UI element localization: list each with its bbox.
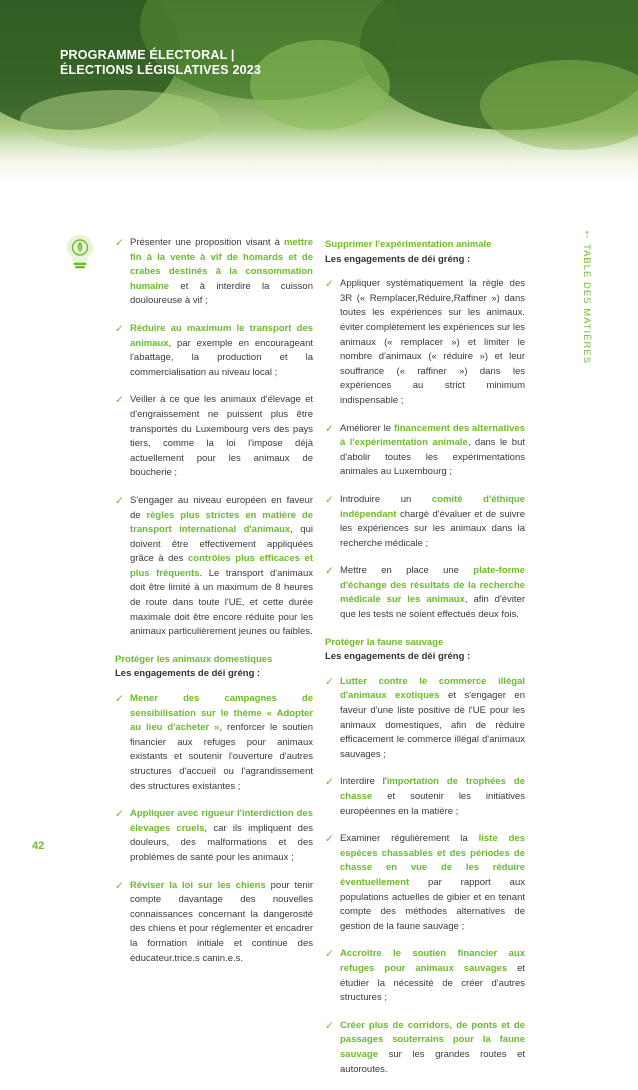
check-icon: ✓: [325, 776, 334, 789]
arrow-up-icon: ↑: [583, 226, 591, 241]
list-item: [115, 807, 313, 865]
left-list-2: [115, 692, 313, 966]
toc-label: TABLE DES MATIÈRES: [581, 244, 592, 365]
body-text: chargé d'évaluer et de suivre les expériences sur les animaux dans la recherche médicale ;: [340, 508, 525, 549]
highlighted-text: Réduire au maximum le transport des animaux: [130, 322, 313, 349]
right-list-1: [325, 277, 525, 622]
list-item: [325, 422, 525, 480]
body-text: Mettre en place une: [340, 565, 474, 577]
highlighted-text: liste des espèces chassables et des périodes de chasse en vue de les réduire éventuellement: [340, 833, 525, 888]
table-of-contents-link[interactable]: [580, 228, 594, 364]
section-subtitle-commitments: Les engagements de déi gréng :: [325, 253, 471, 265]
check-icon: ✓: [115, 237, 124, 249]
title-line-2: ÉLECTIONS LÉGISLATIVES 2023: [60, 63, 262, 77]
check-icon: ✓: [325, 422, 334, 435]
body-text: pour tenir compte davantage des nouvelles connaissances concernant la dangerosité des chiens et pour réglementer et encadrer la formation initiale et continue des éducateur.trice.s canin.e.s.: [130, 879, 313, 964]
highlighted-text: financement des alternatives à l'expérimentation animale: [340, 422, 525, 449]
body-text: , renforcer le soutien financier aux refuges pour animaux existants et soutenir l'ouverture d'autres structures d'accueil ou l'agrandissement des structures existantes ;: [130, 722, 313, 792]
list-item: [325, 564, 525, 622]
lightbulb-leaf-icon: [62, 232, 98, 272]
highlighted-text: Lutter contre le commerce illégal d'animaux exotiques: [340, 675, 525, 702]
highlighted-text: mettre fin à la vente à vif de homards et de crabes destinés à la consommation humaine: [130, 237, 313, 292]
list-item: [115, 692, 313, 794]
highlighted-text: comité d'éthique indépendant: [340, 493, 525, 520]
list-item: [325, 832, 525, 934]
right-list-2: [325, 675, 525, 1077]
check-icon: ✓: [325, 493, 334, 506]
body-text: Présenter une proposition visant à: [130, 237, 284, 248]
highlighted-text: Réviser la loi sur les chiens: [130, 879, 266, 891]
list-item: [115, 322, 313, 380]
check-icon: ✓: [115, 494, 124, 507]
section-subtitle-commitments: Les engagements de déi gréng :: [115, 668, 261, 680]
section-title-animal-experimentation: Supprimer l'expérimentation animale: [325, 239, 492, 250]
check-icon: ✓: [325, 833, 334, 846]
left-column: [115, 236, 313, 979]
body-text: S'engager au niveau européen en faveur de: [130, 494, 313, 521]
body-text: . Le transport d'animaux doit être limité à un maximum de 8 heures de route dans toute l'UE, et cette durée maximale doit être encore réduite pour les animaux particulièrement jeunes ou faibles.: [130, 567, 313, 638]
body-text: Introduire un: [340, 493, 432, 505]
list-item: [115, 393, 313, 481]
check-icon: ✓: [115, 322, 124, 335]
list-item: [115, 494, 313, 640]
list-item: [325, 775, 525, 819]
body-text: Interdire l': [340, 776, 387, 788]
check-icon: ✓: [115, 808, 124, 821]
body-text: et étudier la nécessité de créer d'autres structures ;: [340, 962, 525, 1004]
body-text: , dans le but d'abolir toutes les expérimentations animales au Luxembourg ;: [340, 437, 525, 478]
page-number: 42: [32, 840, 45, 852]
body-text: Améliorer le: [340, 422, 394, 434]
body-text: par rapport aux populations actuelles de gibier et en tenant compte des méthodes alternatives de gestion de la faune sauvage ;: [340, 876, 525, 932]
list-item: [325, 947, 525, 1005]
document-title: [60, 48, 261, 78]
section-title-wildlife: Protéger la faune sauvage: [325, 636, 444, 648]
check-icon: ✓: [115, 693, 124, 706]
list-item: [325, 493, 525, 551]
body-text: Veiller à ce que les animaux d'élevage et d'engraissement ne puissent plus être transportés du Luxembourg vers des pays tiers, comme la loi l'impose déjà actuellement pour les animaux de boucherie ;: [130, 394, 313, 479]
check-icon: ✓: [325, 675, 334, 688]
list-item: [325, 675, 525, 763]
list-item: [115, 879, 313, 967]
left-list-1: [115, 236, 313, 640]
list-item: [115, 236, 313, 309]
body-text: sur les grandes routes et autoroutes.: [340, 1048, 525, 1075]
check-icon: ✓: [115, 394, 124, 407]
body-text: Examiner régulièrement la: [340, 833, 479, 845]
section-subtitle-commitments: Les engagements de déi gréng :: [325, 651, 471, 663]
body-text: , par exemple en encourageant l'abattage, la production et la commercialisation au niveau local ;: [130, 337, 313, 378]
body-text: et s'engager en faveur d'une liste positive de l'UE pour les animaux domestiques, afin de réduire efficacement le commerce illégal d'animaux sauvages ;: [340, 690, 525, 760]
body-text: Appliquer systématiquement la règle des 3R (« Remplacer,Réduire,Raffiner ») dans toutes les expériences sur les animaux. éviter complètement les expériences sur les animaux (« remplacer ») et limiter le nombre d'animaux (« réduire ») et leur souffrance (« raffiner ») dans les expériences au strict minimum indispensable ;: [340, 278, 525, 406]
check-icon: ✓: [325, 565, 334, 578]
header-forest-banner: [0, 0, 638, 200]
right-column: [325, 236, 525, 1090]
check-icon: ✓: [325, 1019, 334, 1032]
body-text: , car ils impliquent des douleurs, des malformations et des problèmes de santé pour les animaux ;: [130, 822, 313, 863]
body-text: , qui doivent être effectivement appliquées grâce à des: [130, 524, 313, 565]
highlighted-text: Appliquer avec rigueur l'interdiction des élevages cruels: [130, 808, 313, 834]
body-text: et à interdire la cuisson douloureuse à vif ;: [130, 280, 313, 307]
section-title-domestic-animals: Protéger les animaux domestiques: [115, 653, 273, 665]
check-icon: ✓: [325, 278, 334, 291]
highlighted-text: règles plus strictes en matière de transport international d'animaux: [130, 509, 314, 536]
title-line-1: PROGRAMME ÉLECTORAL |: [60, 48, 235, 62]
highlighted-text: plate-forme d'échange des résultats de la recherche médicale sur les animaux: [340, 565, 525, 606]
highlighted-text: Créer plus de corridors, de ponts et de passages souterrains pour la faune sauvage: [340, 1019, 525, 1060]
highlighted-text: contrôles plus efficaces et plus fréquents: [130, 553, 313, 579]
highlighted-text: Accroître le soutien financier aux refuges pour animaux sauvages: [340, 948, 525, 974]
body-text: et soutenir les initiatives européennes en la matière ;: [340, 791, 525, 817]
highlighted-text: importation de trophées de chasse: [340, 776, 525, 802]
highlighted-text: Mener des campagnes de sensibilisation sur le thème « Adopter au lieu d'acheter »: [130, 693, 313, 734]
list-item: [325, 1019, 525, 1077]
list-item: [325, 277, 525, 408]
body-text: , afin d'éviter que les tests ne soient effectués deux fois.: [340, 594, 525, 621]
check-icon: ✓: [325, 948, 334, 961]
check-icon: ✓: [115, 879, 124, 892]
